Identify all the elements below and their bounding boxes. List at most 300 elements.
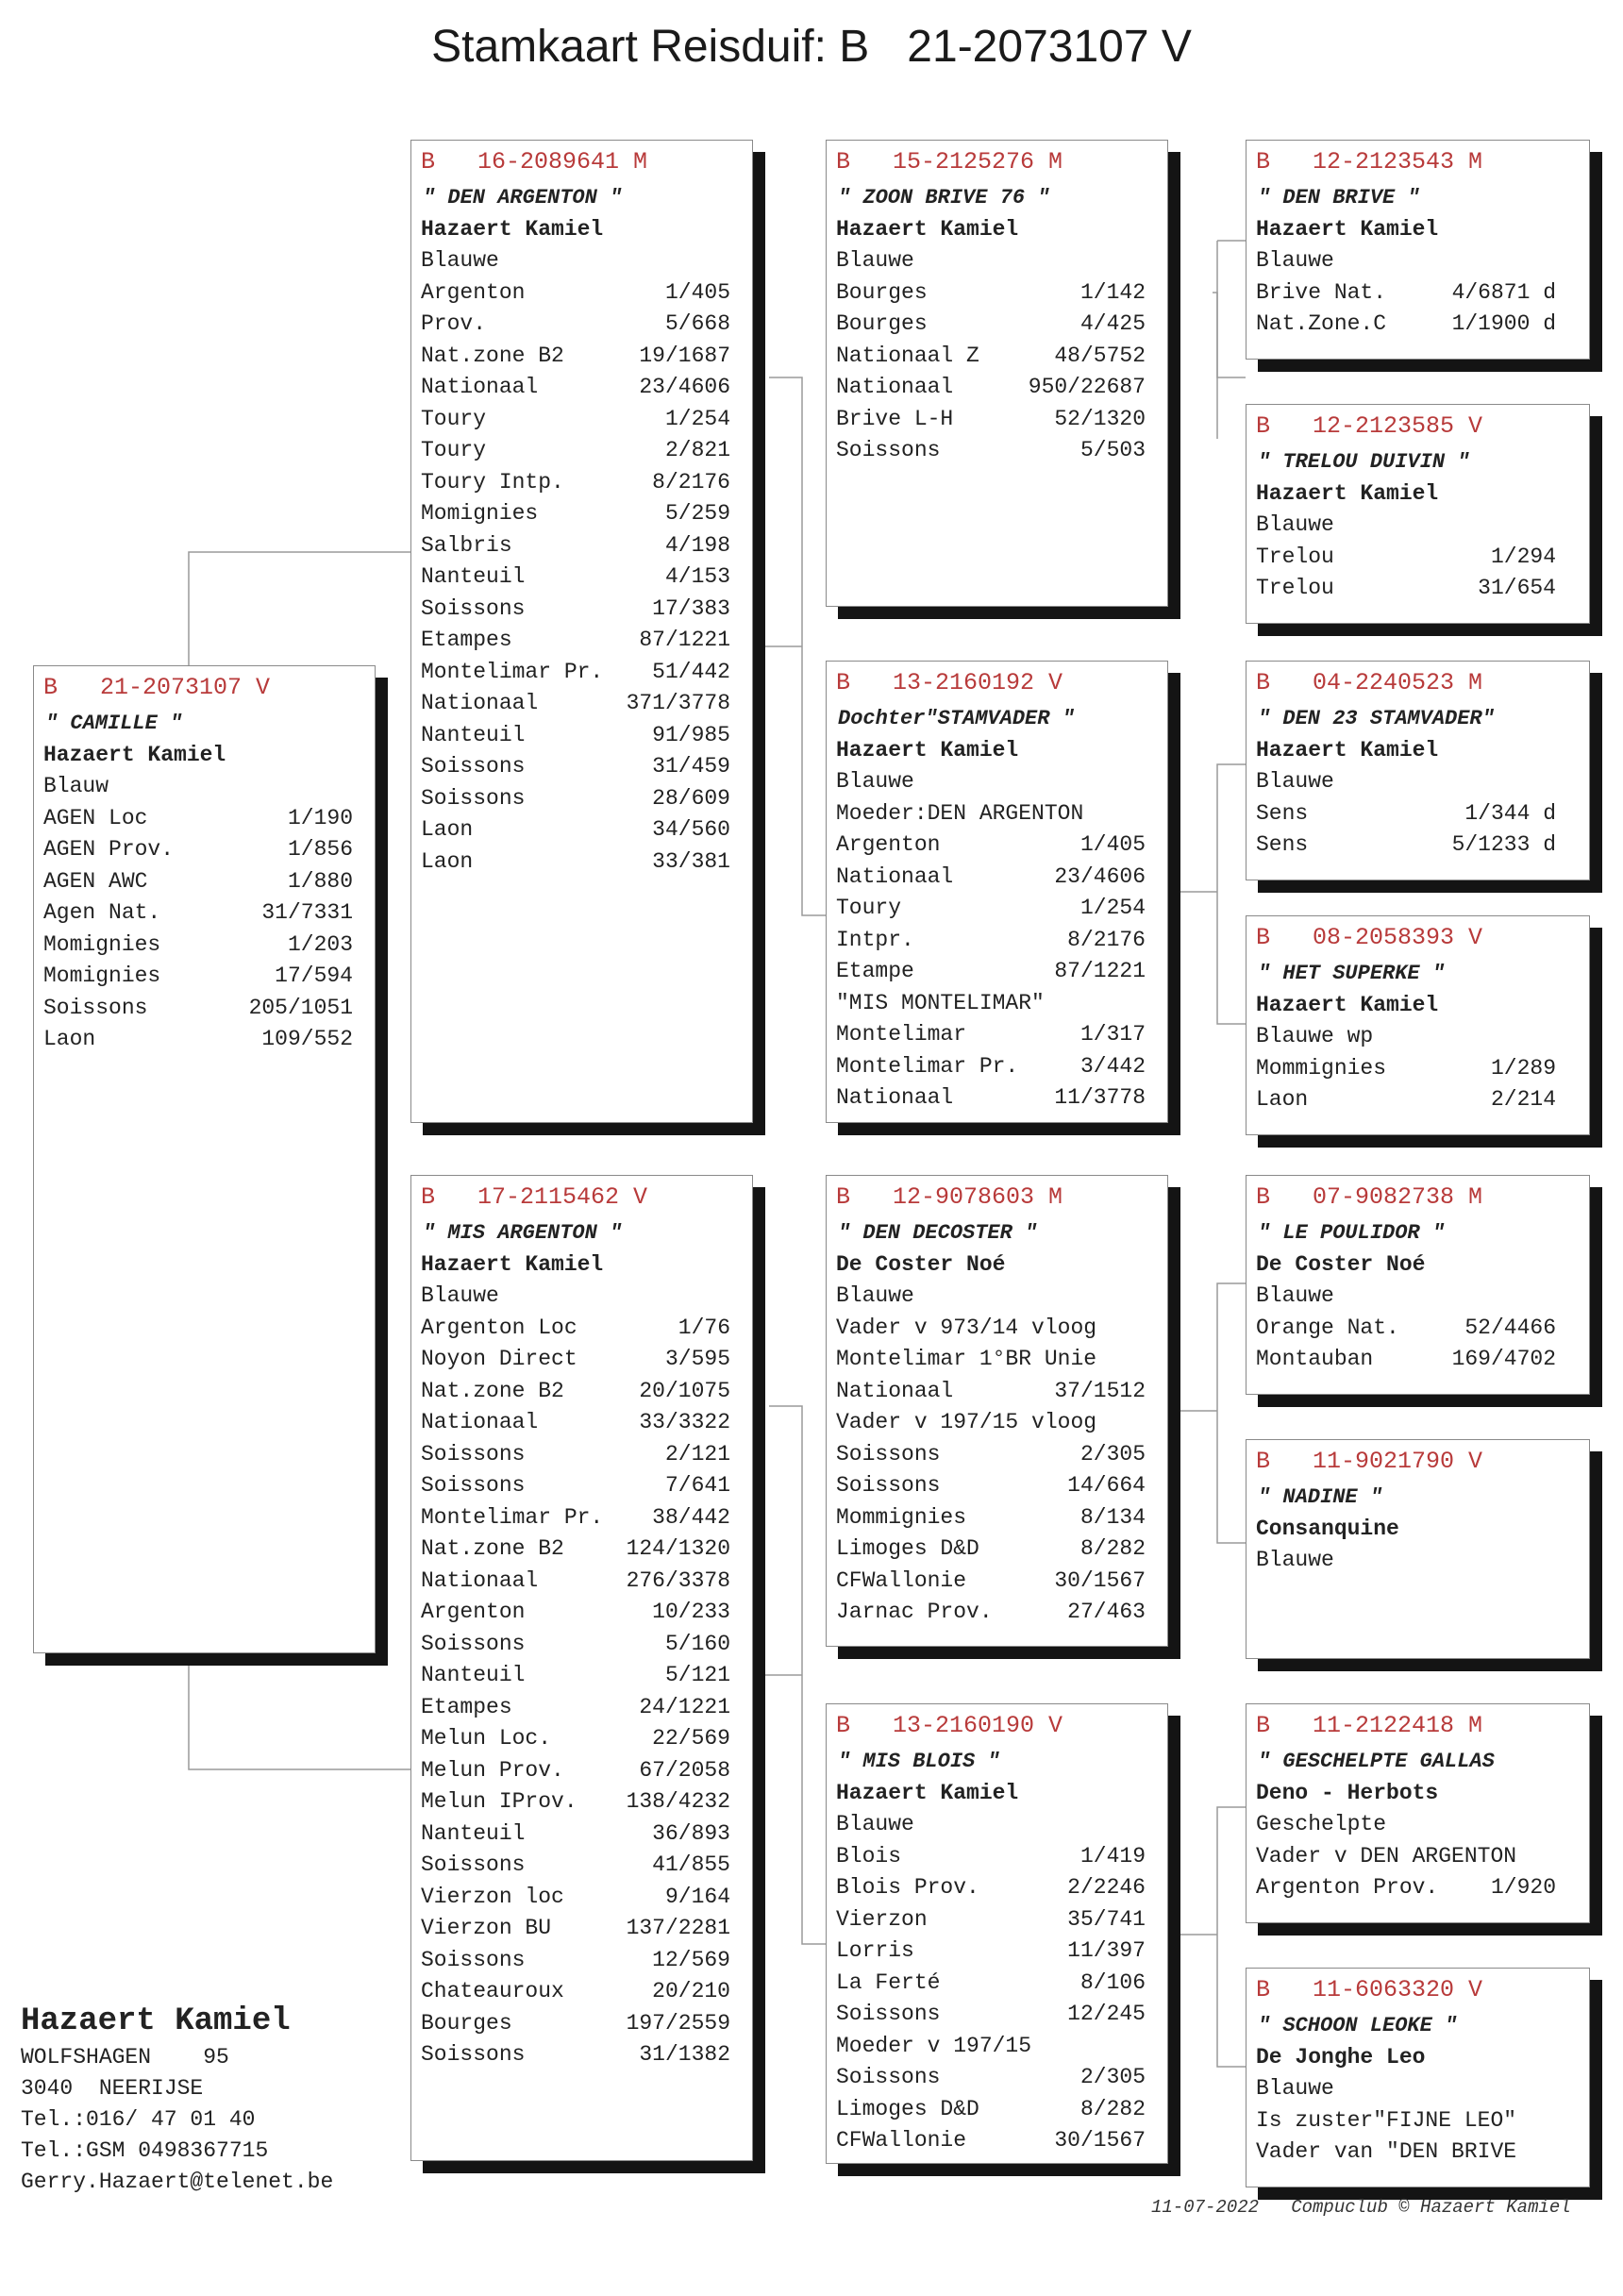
pigeon-color: Blauwe xyxy=(1256,248,1334,273)
race-name: "MIS MONTELIMAR" xyxy=(836,990,1045,1015)
result-row xyxy=(43,803,375,835)
result-row xyxy=(421,1976,752,2008)
result-row xyxy=(43,834,375,866)
race-name: Nationaal Z xyxy=(836,343,979,368)
result-row xyxy=(1256,573,1589,605)
result-row xyxy=(421,625,752,657)
race-placing: 8/2176 xyxy=(652,469,730,494)
pigeon-card-p9 xyxy=(1246,404,1590,624)
race-name: Nat.zone B2 xyxy=(421,1536,564,1561)
race-name: Soissons xyxy=(43,995,148,1020)
result-row xyxy=(421,561,752,594)
result-row xyxy=(836,2031,1167,2063)
race-placing: 1/920 xyxy=(1490,1875,1556,1900)
result-row xyxy=(43,930,375,962)
result-row xyxy=(836,1502,1167,1534)
result-row xyxy=(421,1660,752,1692)
ring-number: B 07-9082738 M xyxy=(1256,1183,1483,1211)
race-name: Brive Nat. xyxy=(1256,279,1387,305)
race-placing: 24/1221 xyxy=(639,1694,730,1719)
pigeon-color: Blauw xyxy=(43,774,109,798)
result-row xyxy=(421,1723,752,1755)
result-row xyxy=(836,372,1167,404)
footer-name: Hazaert Kamiel xyxy=(21,2003,291,2039)
race-name: Nationaal xyxy=(421,1410,539,1434)
result-row xyxy=(1256,798,1589,830)
race-name: Argenton xyxy=(421,279,526,305)
pigeon-color: Blauwe xyxy=(421,248,499,273)
result-row xyxy=(1256,1084,1589,1116)
breeder-name: De Jonghe Leo xyxy=(1256,2044,1426,2070)
ring-number: B 12-2123543 M xyxy=(1256,148,1483,176)
footer-street: WOLFSHAGEN 95 xyxy=(21,2045,229,2070)
race-name: Salbris xyxy=(421,532,512,558)
race-name: Soissons xyxy=(421,785,526,811)
race-placing: 11/397 xyxy=(1067,1938,1146,1963)
race-name: Nationaal xyxy=(836,863,954,889)
race-placing: 3/595 xyxy=(664,1347,730,1371)
pigeon-color: Blauwe xyxy=(836,1283,914,1308)
race-name: Soissons xyxy=(836,1473,941,1498)
breeder-name: Consanquine xyxy=(1256,1516,1399,1541)
race-placing: 33/381 xyxy=(652,848,730,874)
race-name: Nat.zone B2 xyxy=(421,1378,564,1403)
race-name: Soissons xyxy=(421,1852,526,1877)
race-name: Etampe xyxy=(836,959,914,983)
race-placing: 8/282 xyxy=(1079,1536,1146,1561)
pigeon-name: " CAMILLE " xyxy=(45,712,183,735)
pigeon-color: Blauwe xyxy=(836,1812,914,1836)
race-name: Montelimar Pr. xyxy=(836,1053,1019,1079)
race-name: Jarnac Prov. xyxy=(836,1600,993,1624)
result-row xyxy=(421,1945,752,1977)
race-name: Argenton xyxy=(836,832,941,857)
result-row xyxy=(836,1082,1167,1114)
race-placing: 371/3778 xyxy=(626,691,730,715)
result-row xyxy=(421,1502,752,1534)
result-row xyxy=(1256,830,1589,862)
pigeon-name: " NADINE " xyxy=(1258,1485,1383,1509)
race-name: Soissons xyxy=(421,2042,526,2067)
race-placing: 31/654 xyxy=(1478,576,1556,600)
race-placing: 31/1382 xyxy=(639,2042,730,2067)
pigeon-card-p3 xyxy=(410,1175,753,2161)
breeder-name: Hazaert Kamiel xyxy=(1256,480,1439,506)
race-placing: 109/552 xyxy=(261,1027,353,1051)
race-name: Soissons xyxy=(421,1947,526,1972)
pigeon-name: " MIS BLOIS " xyxy=(838,1750,1000,1773)
race-name: La Ferté xyxy=(836,1969,941,1995)
race-placing: 205/1051 xyxy=(248,995,353,1020)
result-row xyxy=(421,1882,752,1914)
breeder-name: Hazaert Kamiel xyxy=(1256,992,1439,1017)
pigeon-name: " DEN 23 STAMVADER" xyxy=(1258,707,1495,730)
result-row xyxy=(836,1344,1167,1376)
ring-number: B 11-9021790 V xyxy=(1256,1448,1483,1475)
race-placing: 23/4606 xyxy=(639,375,730,399)
race-name: CFWallonie xyxy=(836,1567,967,1593)
race-name: Momignies xyxy=(421,501,539,526)
result-row xyxy=(836,1313,1167,1345)
race-name: Toury xyxy=(836,896,902,920)
race-name: Laon xyxy=(1256,1087,1309,1112)
race-placing: 1/142 xyxy=(1079,279,1146,305)
footer-city: 3040 NEERIJSE xyxy=(21,2076,204,2101)
race-placing: 1/317 xyxy=(1079,1022,1146,1047)
race-placing: 124/1320 xyxy=(626,1536,730,1561)
result-row xyxy=(421,1755,752,1787)
race-placing: 1/344 d xyxy=(1464,800,1556,826)
race-placing: 36/893 xyxy=(652,1820,730,1846)
result-row xyxy=(421,1913,752,1945)
race-placing: 1/190 xyxy=(287,805,353,830)
race-placing: 5/503 xyxy=(1079,438,1146,462)
result-row xyxy=(421,277,752,310)
result-row xyxy=(836,404,1167,436)
result-row xyxy=(836,2062,1167,2094)
result-row xyxy=(421,1313,752,1345)
footer-tel: Tel.:016/ 47 01 40 xyxy=(21,2107,256,2132)
race-name: Montelimar Pr. xyxy=(421,659,604,684)
result-row xyxy=(421,594,752,626)
race-name: Chateauroux xyxy=(421,1979,564,2003)
race-placing: 52/1320 xyxy=(1054,406,1146,431)
pigeon-card-p11 xyxy=(1246,915,1590,1135)
result-row xyxy=(836,925,1167,957)
race-placing: 34/560 xyxy=(652,817,730,842)
ring-number: B 13-2160190 V xyxy=(836,1712,1063,1739)
breeder-name: Hazaert Kamiel xyxy=(421,216,604,242)
race-name: Sens xyxy=(1256,800,1309,826)
footer-email[interactable]: Gerry.Hazaert@telenet.be xyxy=(21,2170,334,2194)
result-row xyxy=(836,1999,1167,2031)
pigeon-name: Dochter"STAMVADER " xyxy=(838,707,1075,730)
race-name: Trelou xyxy=(1256,544,1334,569)
race-name: Soissons xyxy=(421,595,526,621)
result-row xyxy=(1256,1841,1589,1873)
race-name: Agen Nat. xyxy=(43,900,161,925)
race-name: Nanteuil xyxy=(421,564,526,589)
race-placing: 12/569 xyxy=(652,1947,730,1972)
breeder-name: Hazaert Kamiel xyxy=(836,1780,1019,1805)
race-name: Nationaal xyxy=(421,1567,539,1593)
footer-gsm: Tel.:GSM 0498367715 xyxy=(21,2138,269,2163)
ring-number: B 15-2125276 M xyxy=(836,148,1063,176)
race-placing: 23/4606 xyxy=(1054,863,1146,889)
ring-number: B 11-6063320 V xyxy=(1256,1976,1483,2003)
race-name: Moeder v 197/15 xyxy=(836,2033,1032,2058)
pigeon-color: Blauwe xyxy=(1256,1548,1334,1572)
result-row xyxy=(1256,542,1589,574)
result-row xyxy=(421,2039,752,2071)
result-row xyxy=(421,688,752,720)
result-row xyxy=(421,1566,752,1598)
race-placing: 28/609 xyxy=(652,785,730,811)
result-row xyxy=(1256,2105,1589,2137)
pigeon-color: Blauwe xyxy=(421,1283,499,1308)
race-name: Nat.zone B2 xyxy=(421,343,564,368)
race-placing: 4/425 xyxy=(1079,311,1146,336)
result-row xyxy=(421,309,752,341)
result-row xyxy=(421,1470,752,1502)
race-name: Nationaal xyxy=(421,691,539,715)
result-row xyxy=(836,893,1167,925)
race-name: Mommignies xyxy=(1256,1055,1387,1081)
result-row xyxy=(421,1439,752,1471)
race-name: Soissons xyxy=(836,2065,941,2089)
race-name: Nationaal xyxy=(836,375,954,399)
race-name: Nanteuil xyxy=(421,722,526,747)
race-placing: 27/463 xyxy=(1067,1600,1146,1624)
race-placing: 1/405 xyxy=(664,279,730,305)
result-row xyxy=(421,1376,752,1408)
race-name: Momignies xyxy=(43,931,161,957)
race-placing: 37/1512 xyxy=(1054,1378,1146,1403)
race-placing: 5/1233 d xyxy=(1451,832,1556,857)
result-row xyxy=(836,435,1167,467)
race-name: Limoges D&D xyxy=(836,1536,979,1561)
race-placing: 8/134 xyxy=(1079,1504,1146,1530)
pigeon-card-p13 xyxy=(1246,1439,1590,1659)
result-row xyxy=(836,1904,1167,1936)
race-placing: 1/1900 d xyxy=(1451,311,1556,336)
race-placing: 5/121 xyxy=(664,1663,730,1687)
race-placing: 8/282 xyxy=(1079,2096,1146,2121)
pigeon-card-p14 xyxy=(1246,1703,1590,1923)
result-row xyxy=(836,341,1167,373)
race-name: Melun Loc. xyxy=(421,1726,552,1751)
race-placing: 12/245 xyxy=(1067,2002,1146,2026)
pigeon-color: Blauwe xyxy=(836,248,914,273)
result-row xyxy=(836,1019,1167,1051)
result-row xyxy=(836,1439,1167,1471)
race-placing: 51/442 xyxy=(652,659,730,684)
race-placing: 20/1075 xyxy=(639,1378,730,1403)
race-name: Prov. xyxy=(421,311,487,336)
race-name: Nationaal xyxy=(836,1378,954,1403)
race-name: Argenton Prov. xyxy=(1256,1875,1439,1900)
race-placing: 169/4702 xyxy=(1451,1347,1556,1371)
result-row xyxy=(836,1936,1167,1968)
race-name: Nat.Zone.C xyxy=(1256,311,1387,336)
result-row xyxy=(421,720,752,752)
result-row xyxy=(836,988,1167,1020)
result-row xyxy=(421,783,752,815)
race-placing: 4/198 xyxy=(664,532,730,558)
result-row xyxy=(836,1376,1167,1408)
pigeon-card-p1 xyxy=(33,665,376,1653)
race-name: Soissons xyxy=(421,1441,526,1466)
race-name: Lorris xyxy=(836,1938,914,1963)
race-name: Soissons xyxy=(836,438,941,462)
result-row xyxy=(421,846,752,879)
race-name: Blois xyxy=(836,1843,902,1869)
result-row xyxy=(836,2125,1167,2157)
race-placing: 2/214 xyxy=(1490,1087,1556,1112)
race-placing: 87/1221 xyxy=(1054,959,1146,983)
result-row xyxy=(836,830,1167,862)
result-row xyxy=(421,814,752,846)
race-name: Noyon Direct xyxy=(421,1347,577,1371)
race-placing: 2/2246 xyxy=(1067,1875,1146,1900)
race-name: AGEN Loc xyxy=(43,805,148,830)
result-row xyxy=(836,1597,1167,1629)
result-row xyxy=(421,372,752,404)
result-row xyxy=(421,1818,752,1851)
result-row xyxy=(421,1692,752,1724)
pigeon-name: " ZOON BRIVE 76 " xyxy=(838,186,1050,209)
race-name: Montauban xyxy=(1256,1347,1374,1371)
race-placing: 19/1687 xyxy=(639,343,730,368)
result-row xyxy=(43,866,375,898)
result-row xyxy=(421,1344,752,1376)
pigeon-card-p12 xyxy=(1246,1175,1590,1395)
result-row xyxy=(421,2008,752,2040)
race-name: Blois Prov. xyxy=(836,1875,979,1900)
result-row xyxy=(421,1533,752,1566)
race-name: Intpr. xyxy=(836,927,914,952)
owner-address-block xyxy=(21,2001,333,2198)
pigeon-card-p10 xyxy=(1246,661,1590,880)
result-row xyxy=(421,341,752,373)
result-row xyxy=(421,435,752,467)
race-placing: 197/2559 xyxy=(626,2010,730,2036)
pigeon-color: Blauwe xyxy=(1256,769,1334,794)
pigeon-name: " MIS ARGENTON " xyxy=(423,1221,623,1245)
result-row xyxy=(421,1407,752,1439)
race-placing: 17/594 xyxy=(275,964,353,988)
race-placing: 1/76 xyxy=(678,1315,730,1340)
breeder-name: Hazaert Kamiel xyxy=(421,1251,604,1277)
pigeon-card-p6 xyxy=(826,1175,1168,1647)
race-placing: 17/383 xyxy=(652,595,730,621)
result-row xyxy=(421,404,752,436)
ring-number: B 21-2073107 V xyxy=(43,674,271,701)
race-name: Bourges xyxy=(421,2010,512,2036)
race-placing: 9/164 xyxy=(664,1884,730,1909)
race-name: Laon xyxy=(421,817,474,842)
pigeon-card-p4 xyxy=(826,140,1168,607)
result-row xyxy=(836,1872,1167,1904)
ring-number: B 13-2160192 V xyxy=(836,669,1063,696)
race-placing: 35/741 xyxy=(1067,1906,1146,1932)
pigeon-color: Blauwe xyxy=(1256,1283,1334,1308)
pigeon-color: Blauwe xyxy=(836,769,914,794)
ring-number: B 12-2123585 V xyxy=(1256,412,1483,440)
race-placing: 3/442 xyxy=(1079,1053,1146,1079)
page-title: Stamkaart Reisduif: B 21-2073107 V xyxy=(431,22,1192,72)
result-row xyxy=(43,993,375,1025)
race-placing: 5/259 xyxy=(664,501,730,526)
race-name: Soissons xyxy=(836,1441,941,1466)
result-row xyxy=(836,1968,1167,2000)
race-name: Vader v 197/15 vloog xyxy=(836,1410,1097,1434)
race-name: Soissons xyxy=(421,1473,526,1498)
race-name: Laon xyxy=(43,1027,96,1051)
race-placing: 52/4466 xyxy=(1464,1315,1556,1340)
race-placing: 33/3322 xyxy=(639,1410,730,1434)
result-row xyxy=(421,1850,752,1882)
result-row xyxy=(1256,309,1589,341)
race-placing: 1/405 xyxy=(1079,832,1146,857)
result-row xyxy=(836,277,1167,310)
result-row xyxy=(836,1470,1167,1502)
pigeon-color: Blauwe xyxy=(1256,2076,1334,2101)
result-row xyxy=(421,498,752,530)
pigeon-name: " DEN ARGENTON " xyxy=(423,186,623,209)
race-name: Etampes xyxy=(421,628,512,652)
race-placing: 7/641 xyxy=(664,1473,730,1498)
race-placing: 48/5752 xyxy=(1054,343,1146,368)
race-name: Is zuster"FIJNE LEO" xyxy=(1256,2107,1517,2133)
result-row xyxy=(421,530,752,562)
race-placing: 5/668 xyxy=(664,311,730,336)
result-row xyxy=(836,309,1167,341)
result-row xyxy=(836,956,1167,988)
race-placing: 1/294 xyxy=(1490,544,1556,569)
race-placing: 8/106 xyxy=(1079,1969,1146,1995)
race-name: Mommignies xyxy=(836,1504,967,1530)
race-placing: 1/203 xyxy=(287,931,353,957)
race-placing: 87/1221 xyxy=(639,628,730,652)
pigeon-card-p5 xyxy=(826,661,1168,1123)
race-placing: 30/1567 xyxy=(1054,2128,1146,2153)
race-name: Toury xyxy=(421,406,487,431)
race-placing: 1/419 xyxy=(1079,1843,1146,1869)
result-row xyxy=(836,2094,1167,2126)
race-placing: 1/254 xyxy=(1079,896,1146,920)
race-name: Toury Intp. xyxy=(421,469,564,494)
race-name: Montelimar Pr. xyxy=(421,1504,604,1530)
pigeon-color: Blauwe xyxy=(1256,512,1334,537)
print-date-credit: 11-07-2022 Compuclub © Hazaert Kamiel xyxy=(1151,2197,1571,2218)
result-row xyxy=(836,1841,1167,1873)
race-placing: 41/855 xyxy=(652,1852,730,1877)
race-placing: 1/880 xyxy=(287,868,353,894)
pigeon-card-p7 xyxy=(826,1703,1168,2164)
race-placing: 31/7331 xyxy=(261,900,353,925)
ring-number: B 12-9078603 M xyxy=(836,1183,1063,1211)
pigeon-name: " HET SUPERKE " xyxy=(1258,962,1446,985)
result-row xyxy=(43,1024,375,1056)
race-name: Toury xyxy=(421,438,487,462)
pigeon-card-p15 xyxy=(1246,1968,1590,2187)
race-placing: 2/121 xyxy=(664,1441,730,1466)
race-placing: 950/22687 xyxy=(1028,375,1146,399)
pigeon-card-p8 xyxy=(1246,140,1590,360)
race-placing: 276/3378 xyxy=(626,1567,730,1593)
result-row xyxy=(836,862,1167,894)
result-row xyxy=(421,1786,752,1818)
race-placing: 1/254 xyxy=(664,406,730,431)
race-placing: 1/289 xyxy=(1490,1055,1556,1081)
pigeon-name: " SCHOON LEOKE " xyxy=(1258,2014,1458,2037)
race-placing: 22/569 xyxy=(652,1726,730,1751)
race-name: Momignies xyxy=(43,964,161,988)
result-row xyxy=(421,1629,752,1661)
race-name: Soissons xyxy=(836,2002,941,2026)
race-name: Vierzon BU xyxy=(421,1916,552,1940)
ring-number: B 17-2115462 V xyxy=(421,1183,648,1211)
race-name: AGEN Prov. xyxy=(43,837,175,862)
race-placing: 5/160 xyxy=(664,1631,730,1656)
race-placing: 4/6871 d xyxy=(1451,279,1556,305)
race-name: Montelimar 1°BR Unie xyxy=(836,1347,1097,1371)
result-row xyxy=(1256,1872,1589,1904)
result-row xyxy=(1256,1313,1589,1345)
race-placing: 1/856 xyxy=(287,837,353,862)
race-name: Etampes xyxy=(421,1694,512,1719)
